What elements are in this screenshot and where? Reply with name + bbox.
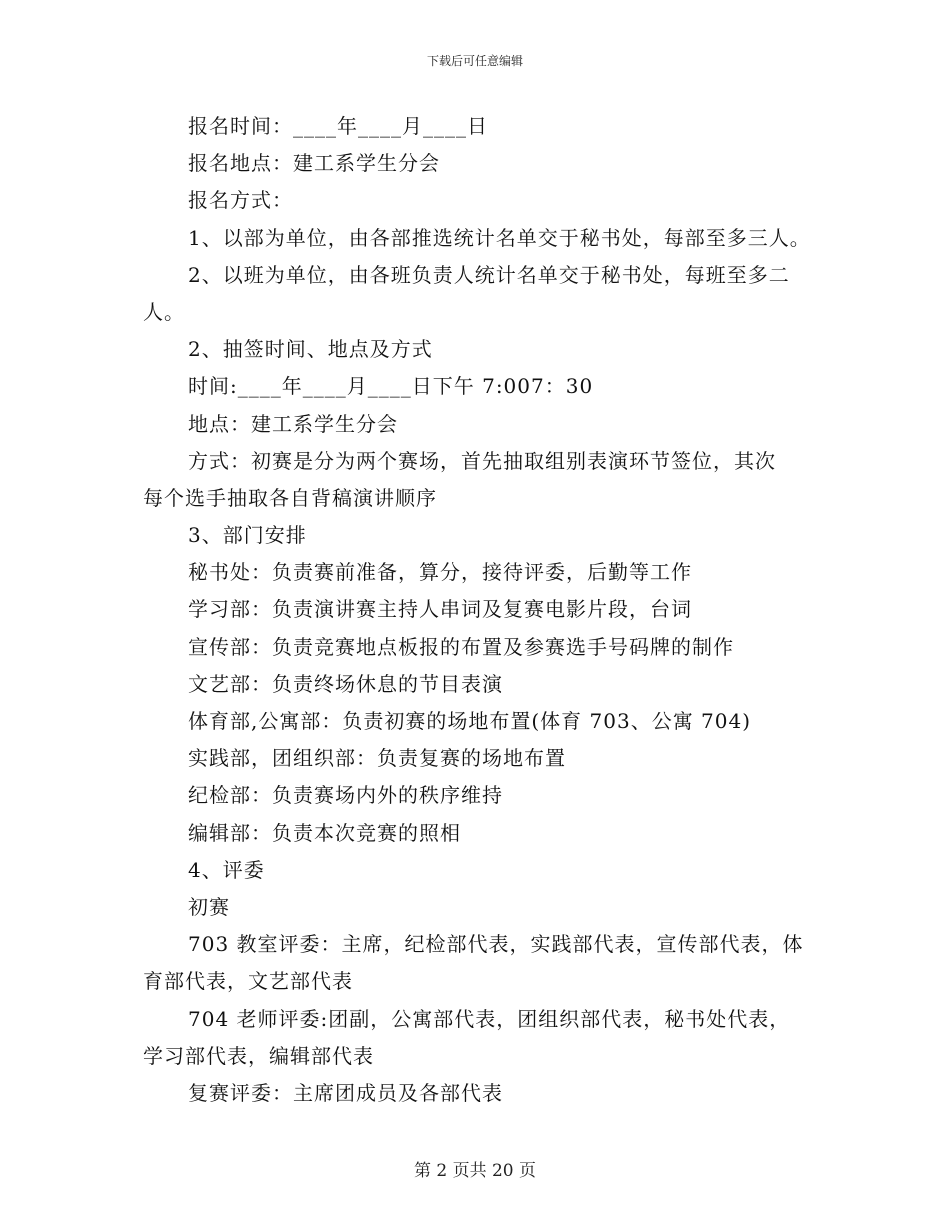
text-line-judges-704: 704 老师评委:团副，公寓部代表，团组织部代表，秘书处代表， <box>188 1006 791 1031</box>
text-line-method-2-cont: 人。 <box>143 299 185 324</box>
text-line-signup-method: 报名方式： <box>188 188 293 213</box>
text-line-secretariat: 秘书处：负责赛前准备，算分，接待评委，后勤等工作 <box>188 560 692 585</box>
section-heading-judges: 4、评委 <box>188 857 265 882</box>
document-body <box>143 108 833 1112</box>
text-line-final-judges: 复赛评委：主席团成员及各部代表 <box>188 1080 503 1105</box>
text-line-judges-703-cont: 育部代表，文艺部代表 <box>143 969 353 994</box>
text-line-publicity-dept: 宣传部：负责竞赛地点板报的布置及参赛选手号码牌的制作 <box>188 634 734 659</box>
text-line-draw-method-cont: 每个选手抽取各自背稿演讲顺序 <box>143 485 437 510</box>
text-line-preliminary: 初赛 <box>188 894 230 919</box>
text-line-draw-time: 时间:____年____月____日下午 7:007：30 <box>188 374 594 399</box>
page-footer: 第 2 页共 20 页 <box>413 1161 537 1181</box>
text-line-arts-dept: 文艺部：负责终场休息的节目表演 <box>188 671 503 696</box>
text-line-sports-dorm-dept: 体育部,公寓部：负责初赛的场地布置(体育 703、公寓 704) <box>188 709 752 733</box>
text-line-judges-703: 703 教室评委：主席，纪检部代表，实践部代表，宣传部代表，体 <box>188 932 804 957</box>
text-line-practice-league-dept: 实践部，团组织部：负责复赛的场地布置 <box>188 746 566 771</box>
text-line-method-2: 2、以班为单位，由各班负责人统计名单交于秘书处，每班至多二 <box>188 262 790 287</box>
page-header: 下载后可任意编辑 <box>426 54 523 68</box>
text-line-editorial-dept: 编辑部：负责本次竞赛的照相 <box>188 820 461 845</box>
text-line-judges-704-cont: 学习部代表，编辑部代表 <box>143 1043 374 1068</box>
text-line-discipline-dept: 纪检部：负责赛场内外的秩序维持 <box>188 783 503 808</box>
text-line-draw-location: 地点：建工系学生分会 <box>188 411 398 436</box>
section-heading-departments: 3、部门安排 <box>188 523 307 548</box>
text-line-method-1: 1、以部为单位，由各部推选统计名单交于秘书处，每部至多三人。 <box>188 225 811 250</box>
text-line-draw-method: 方式：初赛是分为两个赛场，首先抽取组别表演环节签位，其次 <box>188 448 776 473</box>
text-line-signup-time: 报名时间：____年____月____日 <box>188 114 488 138</box>
text-line-signup-location: 报名地点：建工系学生分会 <box>188 151 440 176</box>
section-heading-draw: 2、抽签时间、地点及方式 <box>188 337 433 362</box>
text-line-study-dept: 学习部：负责演讲赛主持人串词及复赛电影片段，台词 <box>188 597 692 622</box>
